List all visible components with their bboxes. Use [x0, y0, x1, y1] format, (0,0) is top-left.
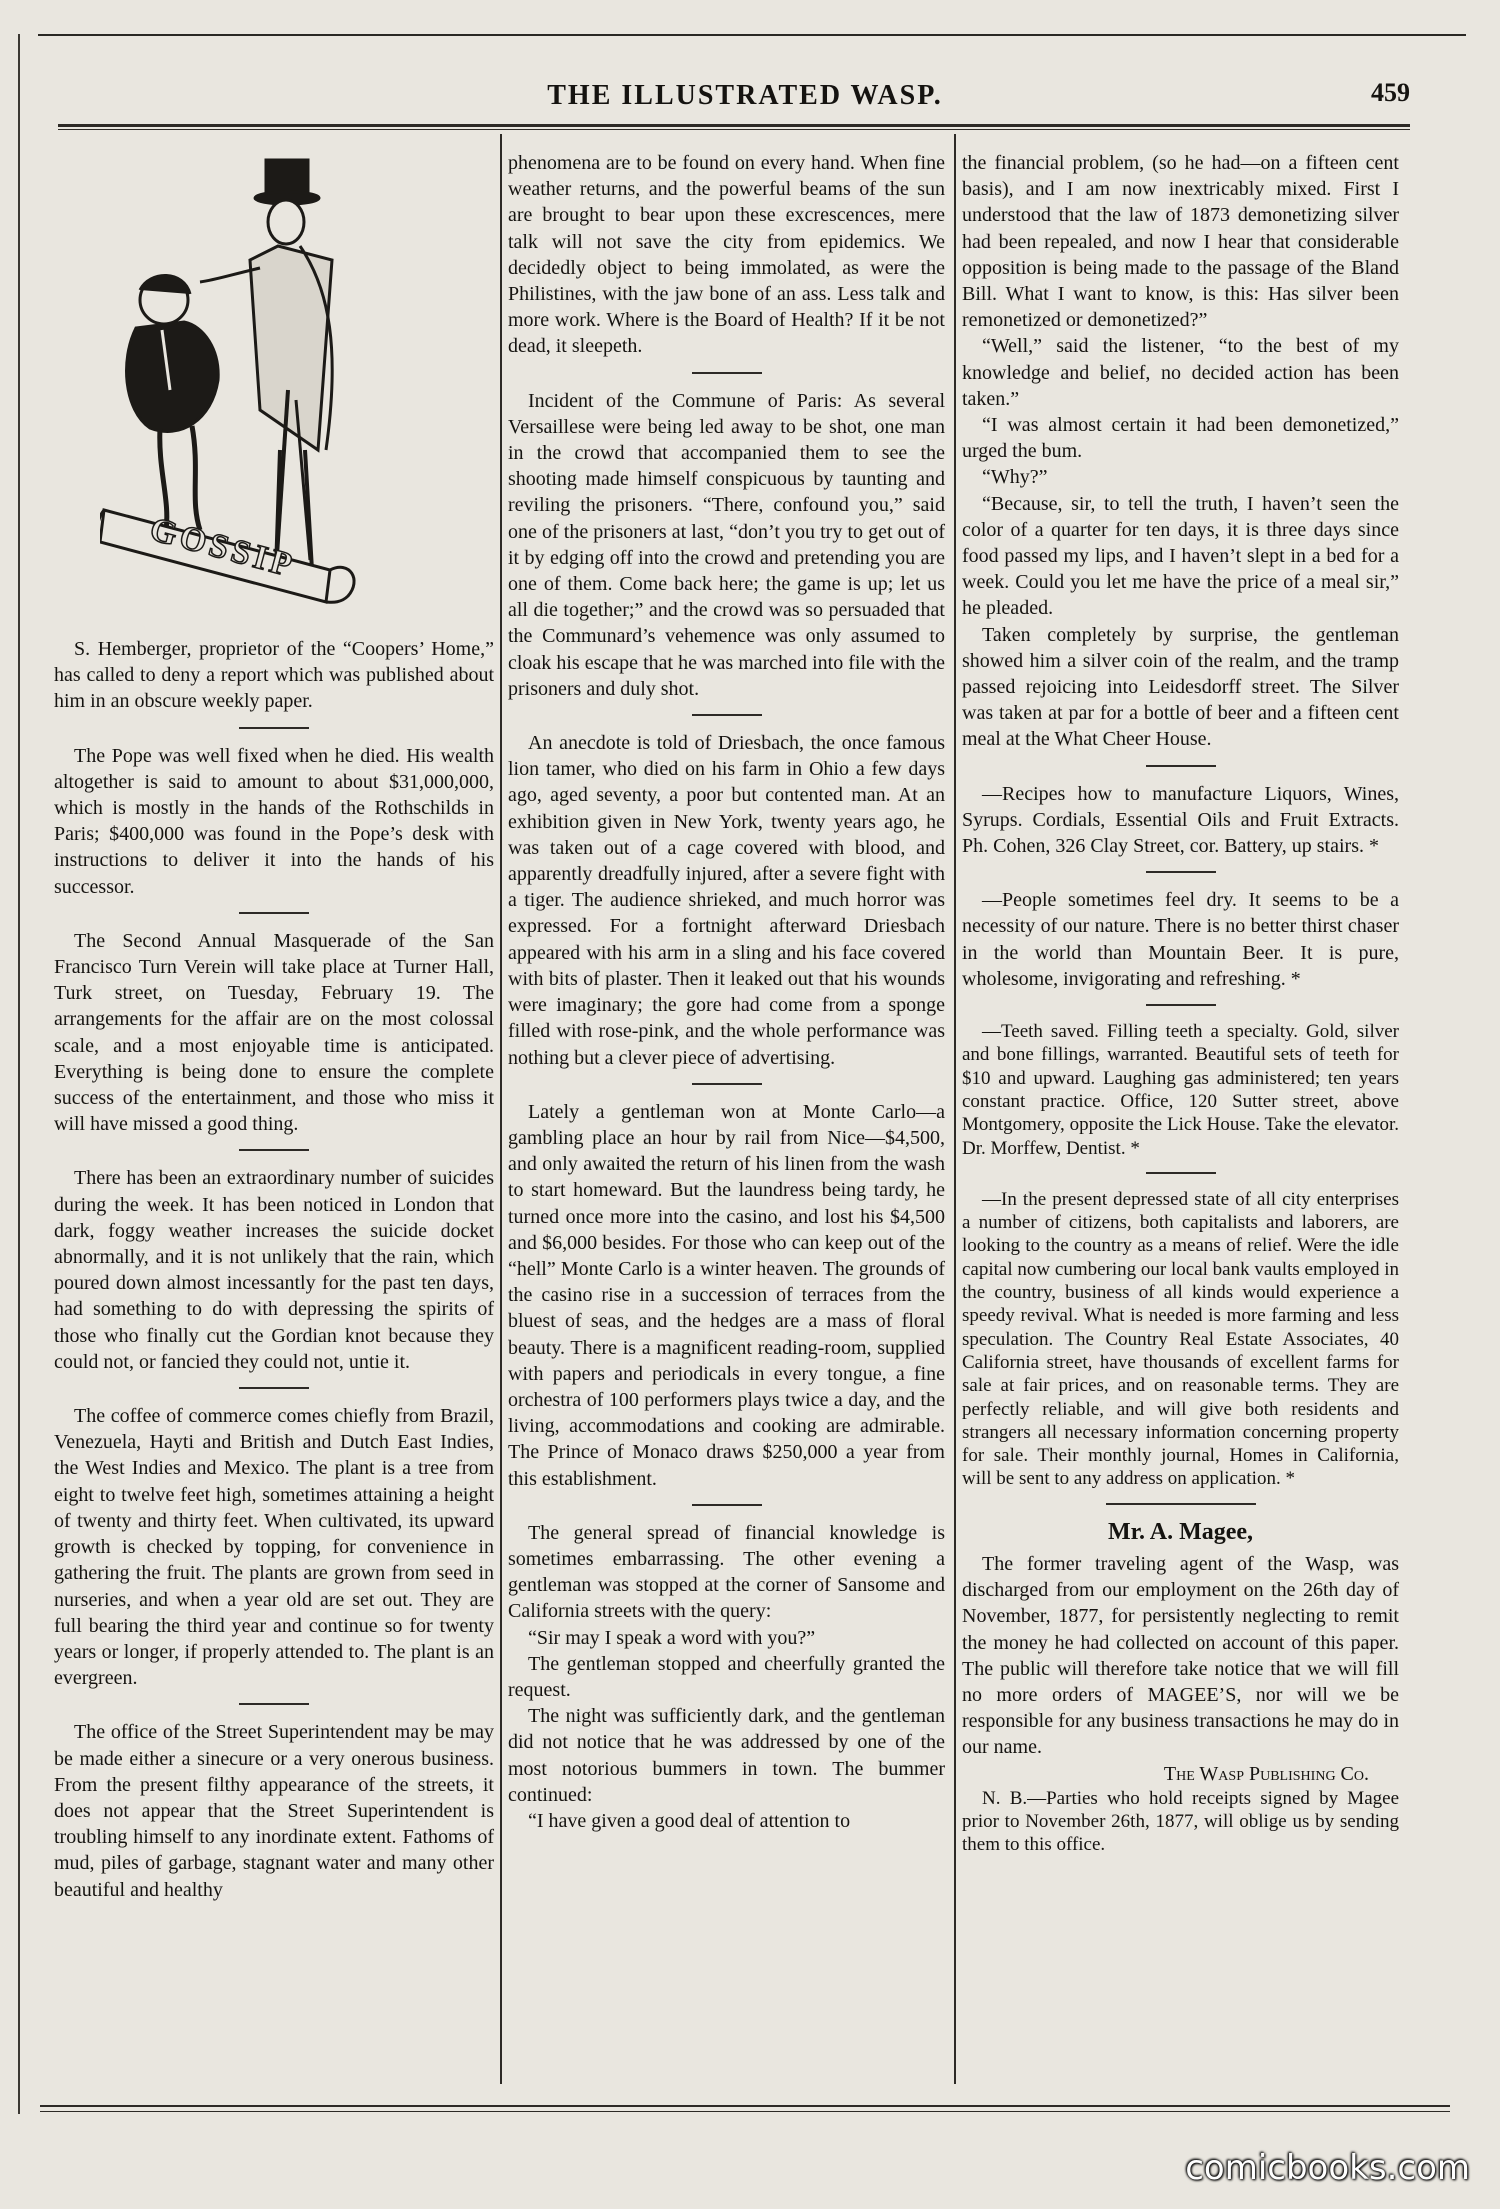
ad-dentist: —Teeth saved. Filling teeth a specialty. Gold, silver and bone fillings, warranted. Beautiful sets of teeth for $10 and upward. Laughing gas administered; ten years constant practice. Office, 120 Sutter street, above Montgomery, opposite the Lick House. Take the elevator. Dr. Morffew, Dentist. *	[962, 1021, 1399, 1159]
column-3	[962, 150, 1399, 1857]
dialogue-line: “Well,” said the listener, “to the best of my knowledge and belief, no decided action has been taken.”	[962, 335, 1399, 410]
page-header	[40, 72, 1450, 122]
article-driesbach: An anecdote is told of Driesbach, the once famous lion tamer, who died on his farm in Ohio a few days ago, aged seventy, a poor but contented man. At an exhibition given in New York, twenty years ago, he was taken out of a cage covered with blood, and apparently dreadfully injured, after a severe fight with a tiger. The audience shrieked, and much horror was expressed. For a fortnight afterward Driesbach appeared with his arm in a sling and his face covered with bits of plaster. Then it leaked out that his wounds were imaginary; the gore had come from a sponge filled with rose-pink, and the whole performance was nothing but a clever piece of advertising.	[508, 732, 945, 1069]
article-separator	[1146, 1004, 1216, 1006]
notice-nb: N. B.—Parties who hold receipts signed by Magee prior to November 26th, 1877, will oblige us by sending them to this office.	[962, 1787, 1399, 1856]
bottom-rule	[40, 2105, 1450, 2107]
dialogue-line: “Sir may I speak a word with you?”	[528, 1626, 816, 1649]
article-continued-phenomena: phenomena are to be found on every hand. When fine weather returns, and the powerful beams of the sun are brought to bear upon these excrescences, mere talk will not save the city from epidemics. We decidedly object to being immolated, as were the Philistines, with the jaw bone of an ass. Less talk and more work. Where is the Board of Health? If it be not dead, it sleepeth.	[508, 152, 945, 358]
article-separator	[239, 1387, 309, 1389]
article-coffee: The coffee of commerce comes chiefly from Brazil, Venezuela, Hayti and British and Dutch East Indies, the West Indies and Mexico. The plant is a tree from eight to twelve feet high, sometimes attaining a height of twenty and thirty feet. When cultivated, its upward growth is checked by topping, for convenience in gathering the fruit. The plants are grown from seed in nurseries, and when a year old are set out. They are full bearing the third year and continue so for twenty years or longer, if properly attended to. The plant is an evergreen.	[54, 1405, 494, 1690]
top-frame-rule	[38, 34, 1466, 36]
article-monte-carlo: Lately a gentleman won at Monte Carlo—a gambling place an hour by rail from Nice—$4,500, and only awaited the return of his linen from the wash to start homeward. But the laundress being tardy, he turned once more into the casino, and lost his $4,500 and $6,000 besides. For those who can keep out of the “hell” Monte Carlo is a winter heaven. The grounds of the casino rise in a succession of terraces from the bluest of seas, and the hedges are a mass of floral beauty. There is a magnificent reading-room, supplied with papers and periodicals in every tongue, a fine orchestra of 100 performers plays twice a day, and the living, accommodations and cooking are admirable. The Prince of Monaco draws $250,000 a year from this establishment.	[508, 1100, 945, 1490]
article-separator	[239, 1149, 309, 1151]
article-separator	[1146, 1172, 1216, 1174]
article-separator	[692, 1083, 762, 1085]
article-separator	[239, 1703, 309, 1705]
article-separator	[1146, 765, 1216, 767]
article-masquerade: The Second Annual Masquerade of the San Francisco Turn Verein will take place at Turner Hall, Turk street, on Tuesday, February 19. The arrangements for the affair are on the most colossal scale, and a most enjoyable time is anticipated. Everything is being done to ensure the complete success of the entertainment, and those who miss it will have missed a good thing.	[54, 929, 494, 1136]
header-rule-thin	[58, 129, 1410, 130]
column-divider-2	[954, 134, 956, 2084]
notice-separator	[1106, 1503, 1256, 1505]
page-title: THE ILLUSTRATED WASP.	[547, 80, 943, 111]
page-number: 459	[1371, 78, 1410, 107]
bottom-rule-thin	[40, 2111, 1450, 2112]
left-frame-rule	[18, 34, 20, 2114]
ad-recipes: —Recipes how to manufacture Liquors, Wines, Syrups. Cordials, Essential Oils and Fruit Extracts. Ph. Cohen, 326 Clay Street, cor. Battery, up stairs. *	[962, 782, 1399, 858]
article-hemberger: S. Hemberger, proprietor of the “Coopers’ Home,” has called to deny a report which was published about him in an obscure weekly paper.	[54, 638, 494, 713]
dialogue-line: “I was almost certain it had been demonetized,” urged the bum.	[962, 414, 1399, 463]
article-separator	[239, 912, 309, 914]
article-street-superintendent: The office of the Street Superintendent may be may be made either a sinecure or a very onerous business. From the present filthy appearance of the streets, it does not appear that the Street Superintendent is troubling himself to any inordinate extent. Fathoms of mud, piles of garbage, stagnant water and many other beautiful and healthy	[54, 1721, 494, 1901]
notice-body: The former traveling agent of the Wasp, was discharged from our employment on the 26th day of November, 1877, for persistently neglecting to remit the money he had collected on account of this paper. The public will therefore take notice that we will fill no more orders of MAGEE’S, nor will we be responsible for any business transactions he may do in our name.	[962, 1552, 1399, 1759]
notice-signature: The Wasp Publishing Co.	[1163, 1762, 1369, 1785]
article-separator	[692, 714, 762, 716]
article-silver-coin: Taken completely by surprise, the gentleman showed him a silver coin of the realm, and the tramp passed rejoicing into Leidesdorff street. The Silver was taken at par for a bottle of beer and a fifteen cent meal at the What Cheer House.	[962, 623, 1399, 751]
dialogue-line: The gentleman stopped and cheerfully granted the request.	[508, 1652, 945, 1701]
column-1	[54, 636, 494, 1903]
dialogue-line: “Because, sir, to tell the truth, I haven’t seen the color of a quarter for ten days, it is three days since food passed my lips, and I haven’t slept in a bed for a week. Could you let me have the price of a meal sir,” he pleaded.	[962, 492, 1399, 620]
article-separator	[692, 372, 762, 374]
ad-real-estate: —In the present depressed state of all city enterprises a number of citizens, both capitalists and laborers, are looking to the country as a means of relief. Were the idle capital now cumbering our local bank vaults employed in the country, business of all kinds would experience a speedy revival. What is needed is more farming and less speculation. The Country Real Estate Associates, 40 California street, have thousands of excellent farms for sale at fair prices, and on reasonable terms. They are perfectly reliable, and will give both residents and strangers all necessary information concerning property for sale. Their monthly journal, Homes in California, will be sent to any address on application. *	[962, 1188, 1399, 1490]
article-pope: The Pope was well fixed when he died. His wealth altogether is said to amount to about $31,000,000, which is mostly in the hands of the Rothschilds in Paris; $400,000 was found in the Pope’s desk with instructions to deliver it into the hands of his successor.	[54, 744, 494, 898]
dialogue-line: “Why?”	[982, 466, 1048, 489]
article-continued-financial: the financial problem, (so he had—on a fifteen cent basis), and I am now inextricably mixed. First I understood that the law of 1873 demonetizing silver had been repealed, and now I hear that considerable opposition is being made to the passage of the Bland Bill. What I want to know, is this: Has silver been remonetized or demonetized?”	[962, 152, 1399, 332]
header-rule	[58, 124, 1410, 127]
gossip-banner-text: GOSSIP	[146, 510, 300, 585]
article-separator	[239, 727, 309, 729]
article-commune-paris: Incident of the Commune of Paris: As several Versaillese were being led away to be shot, one man in the crowd that accompanied them to see the shooting made himself conspicuous by taunting and reviling the prisoners. “There, confound you,” said one of the prisoners at last, “don’t you try to get out of it by edging off into the crowd and pretending you are one of them. Come back here; the game is up; let us all die together;” and the crowd was so persuaded that the Communard’s vehemence was only assumed to cloak his escape that he was marched into file with the prisoners and duly shot.	[508, 389, 945, 700]
article-suicides: There has been an extraordinary number of suicides during the week. It has been noticed in London that dark, foggy weather increases the suicide docket abnormally, and it is not unlikely that the rain, which poured down almost incessantly for the past ten days, had something to do with depressing the spirits of those who finally cut the Gordian knot because they could not, or fancied they could not, untie it.	[54, 1167, 494, 1373]
column-divider-1	[500, 134, 502, 2084]
article-separator	[692, 1504, 762, 1506]
article-financial-knowledge: The general spread of financial knowledge is sometimes embarrassing. The other evening a gentleman was stopped at the corner of Sansome and California streets with the query:	[508, 1521, 945, 1623]
dialogue-line: “I have given a good deal of attention to	[528, 1809, 851, 1832]
dialogue-line: The night was sufficiently dark, and the gentleman did not notice that he was addressed by one of the most notorious bummers in town. The bummer continued:	[508, 1705, 945, 1806]
notice-heading: Mr. A. Magee,	[1107, 1518, 1254, 1545]
column-2	[508, 150, 945, 1834]
watermark: comicbooks.com	[1185, 2148, 1470, 2188]
article-separator	[1146, 871, 1216, 873]
ad-mountain-beer: —People sometimes feel dry. It seems to be a necessity of our nature. There is no better thirst chaser in the world than Mountain Beer. It is pure, wholesome, invigorating and refreshing. *	[962, 889, 1399, 990]
gossip-cartoon-icon	[100, 150, 420, 620]
